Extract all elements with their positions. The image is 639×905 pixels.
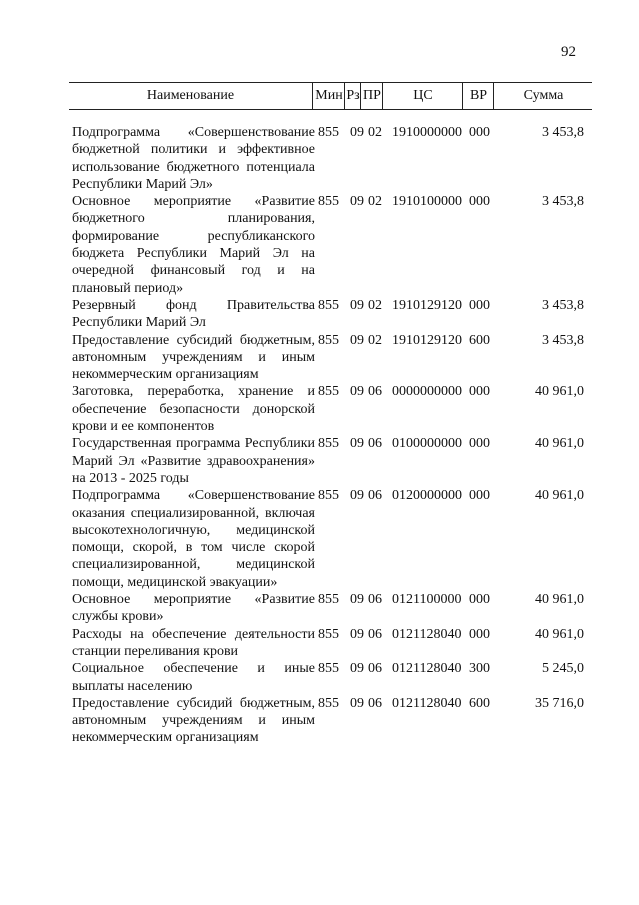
header-rz: Рз [344,83,361,109]
header-vr: ВР [462,83,494,109]
row-pr: 06 [368,695,382,711]
row-sum: 40 961,0 [535,436,584,452]
row-name: Заготовка, переработка, хранение и обеспечение безопасности донорской крови и ее компонентов [72,384,315,435]
row-vr: 300 [469,661,490,677]
row-sum: 40 961,0 [535,384,584,400]
row-name: Предоставление субсидий бюджетным, автономным учреждениям и иным некоммерческим организациям [72,695,315,746]
row-name: Подпрограмма «Совершенствование бюджетной политики и эффективное использование бюджетного потенциала Республики Марий Эл» [72,125,315,192]
table-row [72,193,584,297]
header-name: Наименование [146,88,235,103]
header-sum: Сумма [493,83,593,109]
table-row [72,124,584,193]
table-row [72,695,584,747]
row-rz: 09 [350,297,364,313]
row-sum: 3 453,8 [542,125,584,140]
table-row [72,297,584,332]
row-min: 855 [318,626,339,642]
row-min: 855 [318,592,339,608]
row-cs: 1910129120 [392,332,462,348]
row-rz: 09 [350,436,364,452]
row-sum: 5 245,0 [542,661,584,677]
row-min: 855 [318,194,339,210]
row-sum: 3 453,8 [542,297,584,313]
row-min: 855 [318,436,339,452]
row-rz: 09 [350,384,364,400]
row-rz: 09 [350,488,364,504]
row-vr: 000 [469,297,490,313]
row-sum: 3 453,8 [542,194,584,210]
row-rz: 09 [350,592,364,608]
row-rz: 09 [350,332,364,348]
row-name: Основное мероприятие «Развитие службы крови» [72,592,315,625]
row-min: 855 [318,384,339,400]
row-pr: 02 [368,297,382,313]
row-cs: 0000000000 [392,384,462,400]
row-pr: 02 [368,194,382,210]
row-name: Основное мероприятие «Развитие бюджетного планирования, формирование республиканского бюджета Республики Марий Эл на очередной финансовый год и на плановый период» [72,194,315,296]
table-row [72,435,584,487]
row-vr: 000 [469,592,490,608]
row-rz: 09 [350,194,364,210]
row-vr: 000 [469,194,490,210]
table-row [72,332,584,384]
row-name: Социальное обеспечение и иные выплаты населению [72,661,315,694]
table-row [72,487,584,591]
row-pr: 06 [368,626,382,642]
row-pr: 02 [368,125,382,140]
row-min: 855 [318,332,339,348]
row-pr: 06 [368,436,382,452]
row-pr: 06 [368,661,382,677]
table-body [72,124,584,747]
row-pr: 06 [368,384,382,400]
row-name: Резервный фонд Правительства Республики Марий Эл [72,297,315,331]
row-pr: 06 [368,488,382,504]
row-sum: 40 961,0 [535,592,584,608]
row-sum: 40 961,0 [535,488,584,504]
row-name: Предоставление субсидий бюджетным, автономным учреждениям и иным некоммерческим организациям [72,332,315,383]
row-cs: 0120000000 [392,488,462,504]
row-cs: 0121128040 [392,661,462,677]
header-min: Мин [312,83,345,109]
row-pr: 06 [368,592,382,608]
row-min: 855 [318,297,339,313]
header-cs: ЦС [382,83,463,109]
row-min: 855 [318,125,339,140]
page-number: 92 [561,44,576,60]
table-row [72,591,584,626]
row-cs: 0121100000 [392,592,462,608]
row-rz: 09 [350,125,364,140]
row-vr: 000 [469,436,490,452]
row-vr: 600 [469,695,490,711]
header-pr: ПР [360,83,383,109]
row-rz: 09 [350,661,364,677]
table-row [72,383,584,435]
row-cs: 1910000000 [392,125,462,140]
row-name: Государственная программа Республики Марий Эл «Развитие здравоохранения» на 2013 - 2025 годы [72,436,315,486]
row-vr: 000 [469,626,490,642]
row-cs: 1910129120 [392,297,462,313]
row-vr: 600 [469,332,490,348]
row-cs: 0100000000 [392,436,462,452]
row-cs: 0121128040 [392,695,462,711]
row-min: 855 [318,488,339,504]
row-vr: 000 [469,488,490,504]
table-row [72,626,584,661]
row-name: Подпрограмма «Совершенствование оказания специализированной, включая высокотехнологичную, медицинской помощи, скорой, в том числе скорой специализированной, медицинской помощи, медицинской эвакуации» [72,488,315,590]
row-name: Расходы на обеспечение деятельности станции переливания крови [72,626,315,659]
table-header [69,82,592,110]
row-pr: 02 [368,332,382,348]
row-vr: 000 [469,384,490,400]
row-sum: 35 716,0 [535,695,584,711]
row-vr: 000 [469,125,490,140]
row-cs: 0121128040 [392,626,462,642]
row-cs: 1910100000 [392,194,462,210]
table-row [72,660,584,695]
row-sum: 40 961,0 [535,626,584,642]
row-min: 855 [318,695,339,711]
row-min: 855 [318,661,339,677]
row-rz: 09 [350,626,364,642]
row-rz: 09 [350,695,364,711]
row-sum: 3 453,8 [542,332,584,348]
